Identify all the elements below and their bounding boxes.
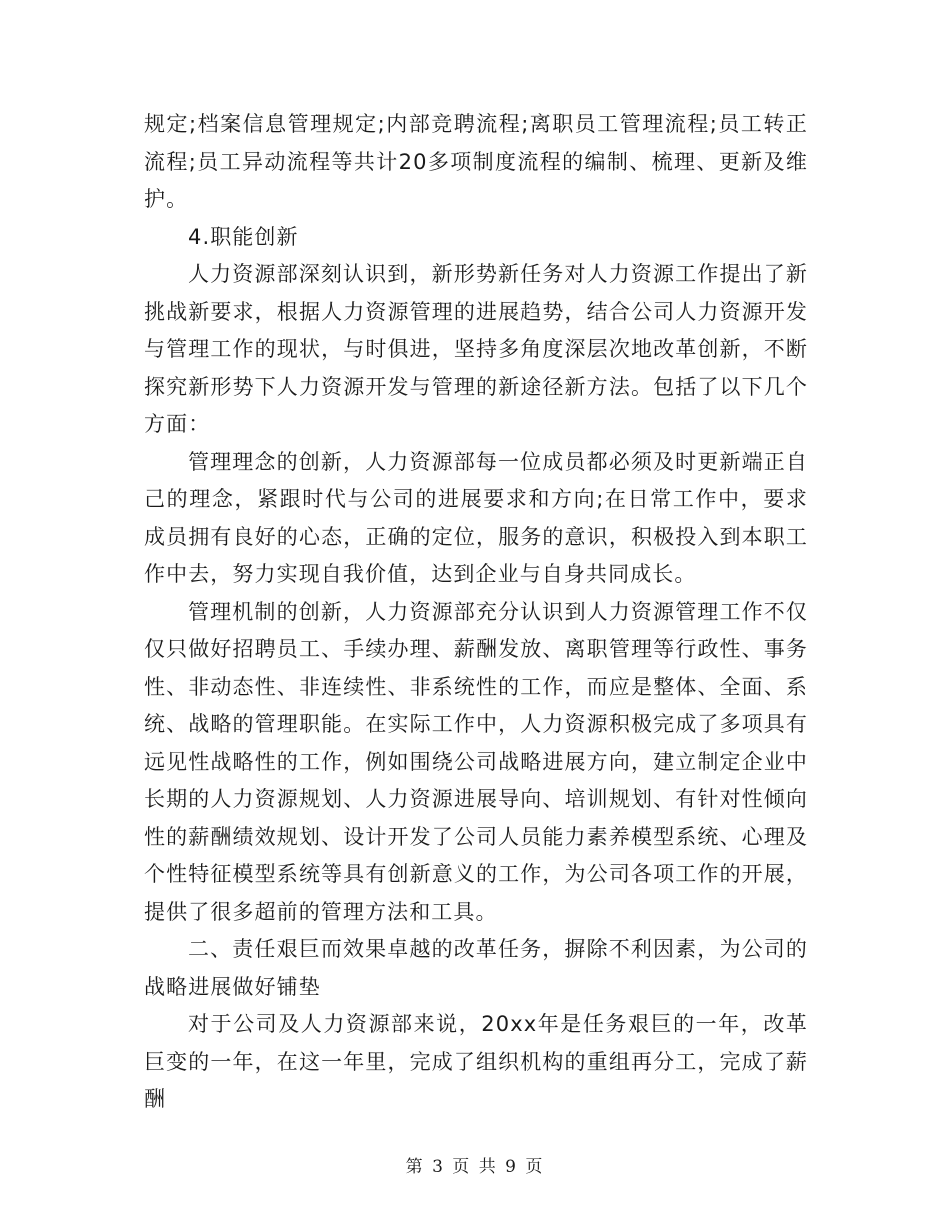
paragraph-continuation: 规定;档案信息管理规定;内部竞聘流程;离职员工管理流程;员工转正流程;员工异动流程等共计20多项制度流程的编制、梳理、更新及维护。 (144, 112, 808, 211)
paragraph-reform-year: 对于公司及人力资源部来说，20xx年是任务艰巨的一年，改革巨变的一年，在这一年里，完成了组织机构的重组再分工，完成了薪酬 (144, 1012, 808, 1111)
section-heading-function-innovation: 4.职能创新 (188, 224, 299, 249)
paragraph-hr-awareness: 人力资源部深刻认识到，新形势新任务对人力资源工作提出了新挑战新要求，根据人力资源管理的进展趋势，结合公司人力资源开发与管理工作的现状，与时俱进，坚持多角度深层次地改革创新，不断探究新形势下人力资源开发与管理的新途径新方法。包括了以下几个方面： (144, 262, 808, 436)
document-body (144, 106, 808, 1119)
page-number-footer: 第 3 页 共 9 页 (405, 1157, 545, 1177)
paragraph-concept-innovation: 管理理念的创新，人力资源部每一位成员都必须及时更新端正自己的理念，紧跟时代与公司的进展要求和方向;在日常工作中，要求成员拥有良好的心态，正确的定位，服务的意识，积极投入到本职工作中去，努力实现自我价值，达到企业与自身共同成长。 (144, 449, 808, 586)
paragraph-mechanism-innovation: 管理机制的创新，人力资源部充分认识到人力资源管理工作不仅仅只做好招聘员工、手续办理、薪酬发放、离职管理等行政性、事务性、非动态性、非连续性、非系统性的工作，而应是整体、全面、系统、战略的管理职能。在实际工作中，人力资源积极完成了多项具有远见性战略性的工作，例如围绕公司战略进展方向，建立制定企业中长期的人力资源规划、人力资源进展导向、培训规划、有针对性倾向性的薪酬绩效规划、设计开发了公司人员能力素养模型系统、心理及个性特征模型系统等具有创新意义的工作，为公司各项工作的开展，提供了很多超前的管理方法和工具。 (144, 599, 808, 924)
section-heading-reform-tasks: 二、责任艰巨而效果卓越的改革任务，摒除不利因素，为公司的战略进展做好铺垫 (144, 937, 808, 999)
